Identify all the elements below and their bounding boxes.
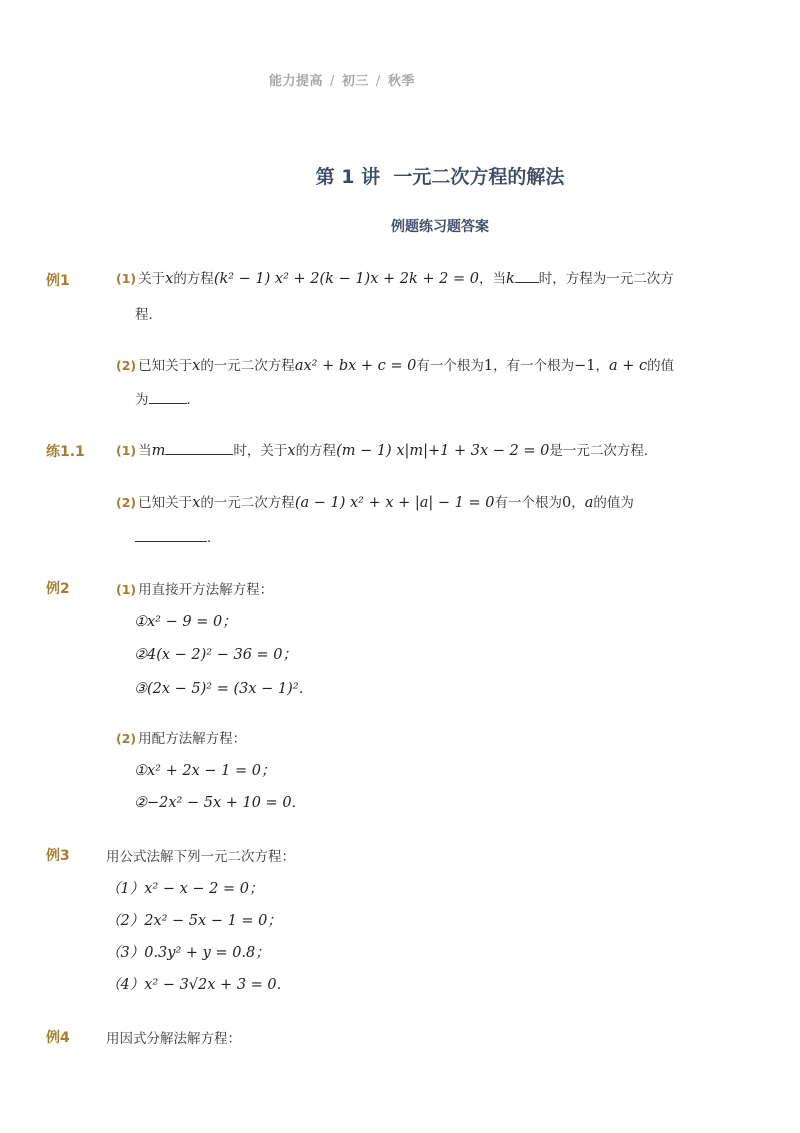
- math-variable: x: [165, 271, 174, 287]
- question-text: 时，关于: [233, 443, 288, 459]
- equation-item: ①x² + 2x − 1 = 0；: [134, 763, 276, 779]
- example-1-part-1: [116, 267, 674, 287]
- question-text-wrap: [135, 388, 200, 408]
- equation-item: （4）x² − 3√2x + 3 = 0．: [106, 977, 292, 993]
- question-text: 的一元二次方程: [200, 495, 295, 511]
- breadcrumb-level: 能力提高: [269, 74, 324, 89]
- part-number: (2): [116, 358, 137, 373]
- question-text: 用公式法解下列一元二次方程：: [106, 849, 295, 865]
- question-text-wrap: [135, 526, 221, 546]
- example-2-label: 例2: [46, 581, 70, 597]
- equation-item: ③(2x − 5)² = (3x − 1)²．: [134, 681, 314, 697]
- question-text: ．: [207, 530, 221, 546]
- example-1-part-2: [116, 354, 674, 374]
- question-text: 的值: [647, 358, 675, 374]
- question-text: 用直接开方法解方程：: [138, 582, 274, 598]
- math-variable: x: [192, 358, 201, 374]
- equation-item: （3）0.3y² + y = 0.8；: [106, 945, 270, 961]
- breadcrumb-grade: 初三: [341, 74, 369, 89]
- example-4-label: 例4: [46, 1030, 70, 1046]
- math-number: 1: [483, 358, 494, 374]
- answer-blank: [149, 389, 187, 404]
- practice-1-1-label: 练1.1: [46, 444, 85, 460]
- question-text: 关于: [138, 271, 166, 287]
- math-equation: (a − 1) x² + x + |a| − 1 = 0: [294, 495, 495, 511]
- section-title: 例题练习题答案: [391, 219, 489, 235]
- question-text: 用配方法解方程：: [138, 731, 247, 747]
- question-text: 时，方程为一元二次方: [538, 271, 674, 287]
- math-variable: a: [584, 495, 594, 511]
- part-number: (1): [116, 582, 137, 597]
- question-text: 的方程: [173, 271, 214, 287]
- question-text: ，: [571, 495, 585, 511]
- question-text: 的方程: [295, 443, 337, 459]
- math-equation: (k² − 1) x² + 2(k − 1)x + 2k + 2 = 0: [213, 271, 479, 287]
- question-text: ，: [595, 358, 609, 374]
- question-text: 有一个根为: [416, 358, 484, 374]
- math-variable: x: [192, 495, 201, 511]
- question-text: 已知关于: [138, 495, 193, 511]
- question-text: 有一个根为: [494, 495, 562, 511]
- question-text: 用因式分解法解方程：: [106, 1031, 241, 1047]
- answer-blank: [165, 440, 233, 455]
- part-number: (2): [116, 731, 137, 746]
- math-expression: a + c: [608, 358, 648, 374]
- equation-item: ①x² − 9 = 0；: [134, 614, 237, 630]
- breadcrumb: [269, 70, 415, 89]
- question-text: ，有一个根为: [493, 358, 575, 374]
- math-equation: ax² + bx + c = 0: [294, 358, 417, 374]
- question-text: ．: [186, 392, 200, 408]
- equation-item: （2）2x² − 5x − 1 = 0；: [106, 913, 282, 929]
- math-number: −1: [574, 358, 596, 374]
- question-text-wrap: 程．: [135, 307, 162, 323]
- example-2-part-2: [116, 727, 246, 747]
- question-text: 当: [138, 443, 152, 459]
- math-variable: m: [151, 443, 166, 459]
- math-equation: (m − 1) x|m|+1 + 3x − 2 = 0: [336, 443, 550, 459]
- math-variable: k: [505, 271, 515, 287]
- question-text: 已知关于: [138, 358, 193, 374]
- breadcrumb-separator: /: [330, 74, 335, 89]
- equation-item: ②−2x² − 5x + 10 = 0．: [134, 795, 307, 811]
- equation-item: （1）x² − x − 2 = 0；: [106, 881, 264, 897]
- math-number: 0: [561, 495, 572, 511]
- question-text: 的一元二次方程: [200, 358, 295, 374]
- part-number: (1): [116, 443, 137, 458]
- answer-blank: [515, 268, 539, 283]
- practice-1-1-part-2: [116, 491, 634, 511]
- example-2-part-1: [116, 578, 273, 598]
- answer-blank: [135, 527, 207, 542]
- question-text: ，当: [478, 271, 506, 287]
- equation-item: ②4(x − 2)² − 36 = 0；: [134, 647, 298, 663]
- example-3-label: 例3: [46, 848, 70, 864]
- part-number: (2): [116, 495, 137, 510]
- breadcrumb-separator: /: [375, 74, 381, 89]
- lecture-title: 第 1 讲 一元二次方程的解法: [315, 166, 565, 188]
- question-text: 是一元二次方程．: [549, 443, 658, 459]
- example-1-label: 例1: [46, 273, 70, 289]
- part-number: (1): [116, 271, 137, 286]
- practice-1-1-part-1: [116, 439, 657, 459]
- question-text: 为: [135, 392, 149, 408]
- math-variable: x: [287, 443, 296, 459]
- breadcrumb-term: 秋季: [387, 74, 415, 89]
- question-text: 的值为: [593, 495, 634, 511]
